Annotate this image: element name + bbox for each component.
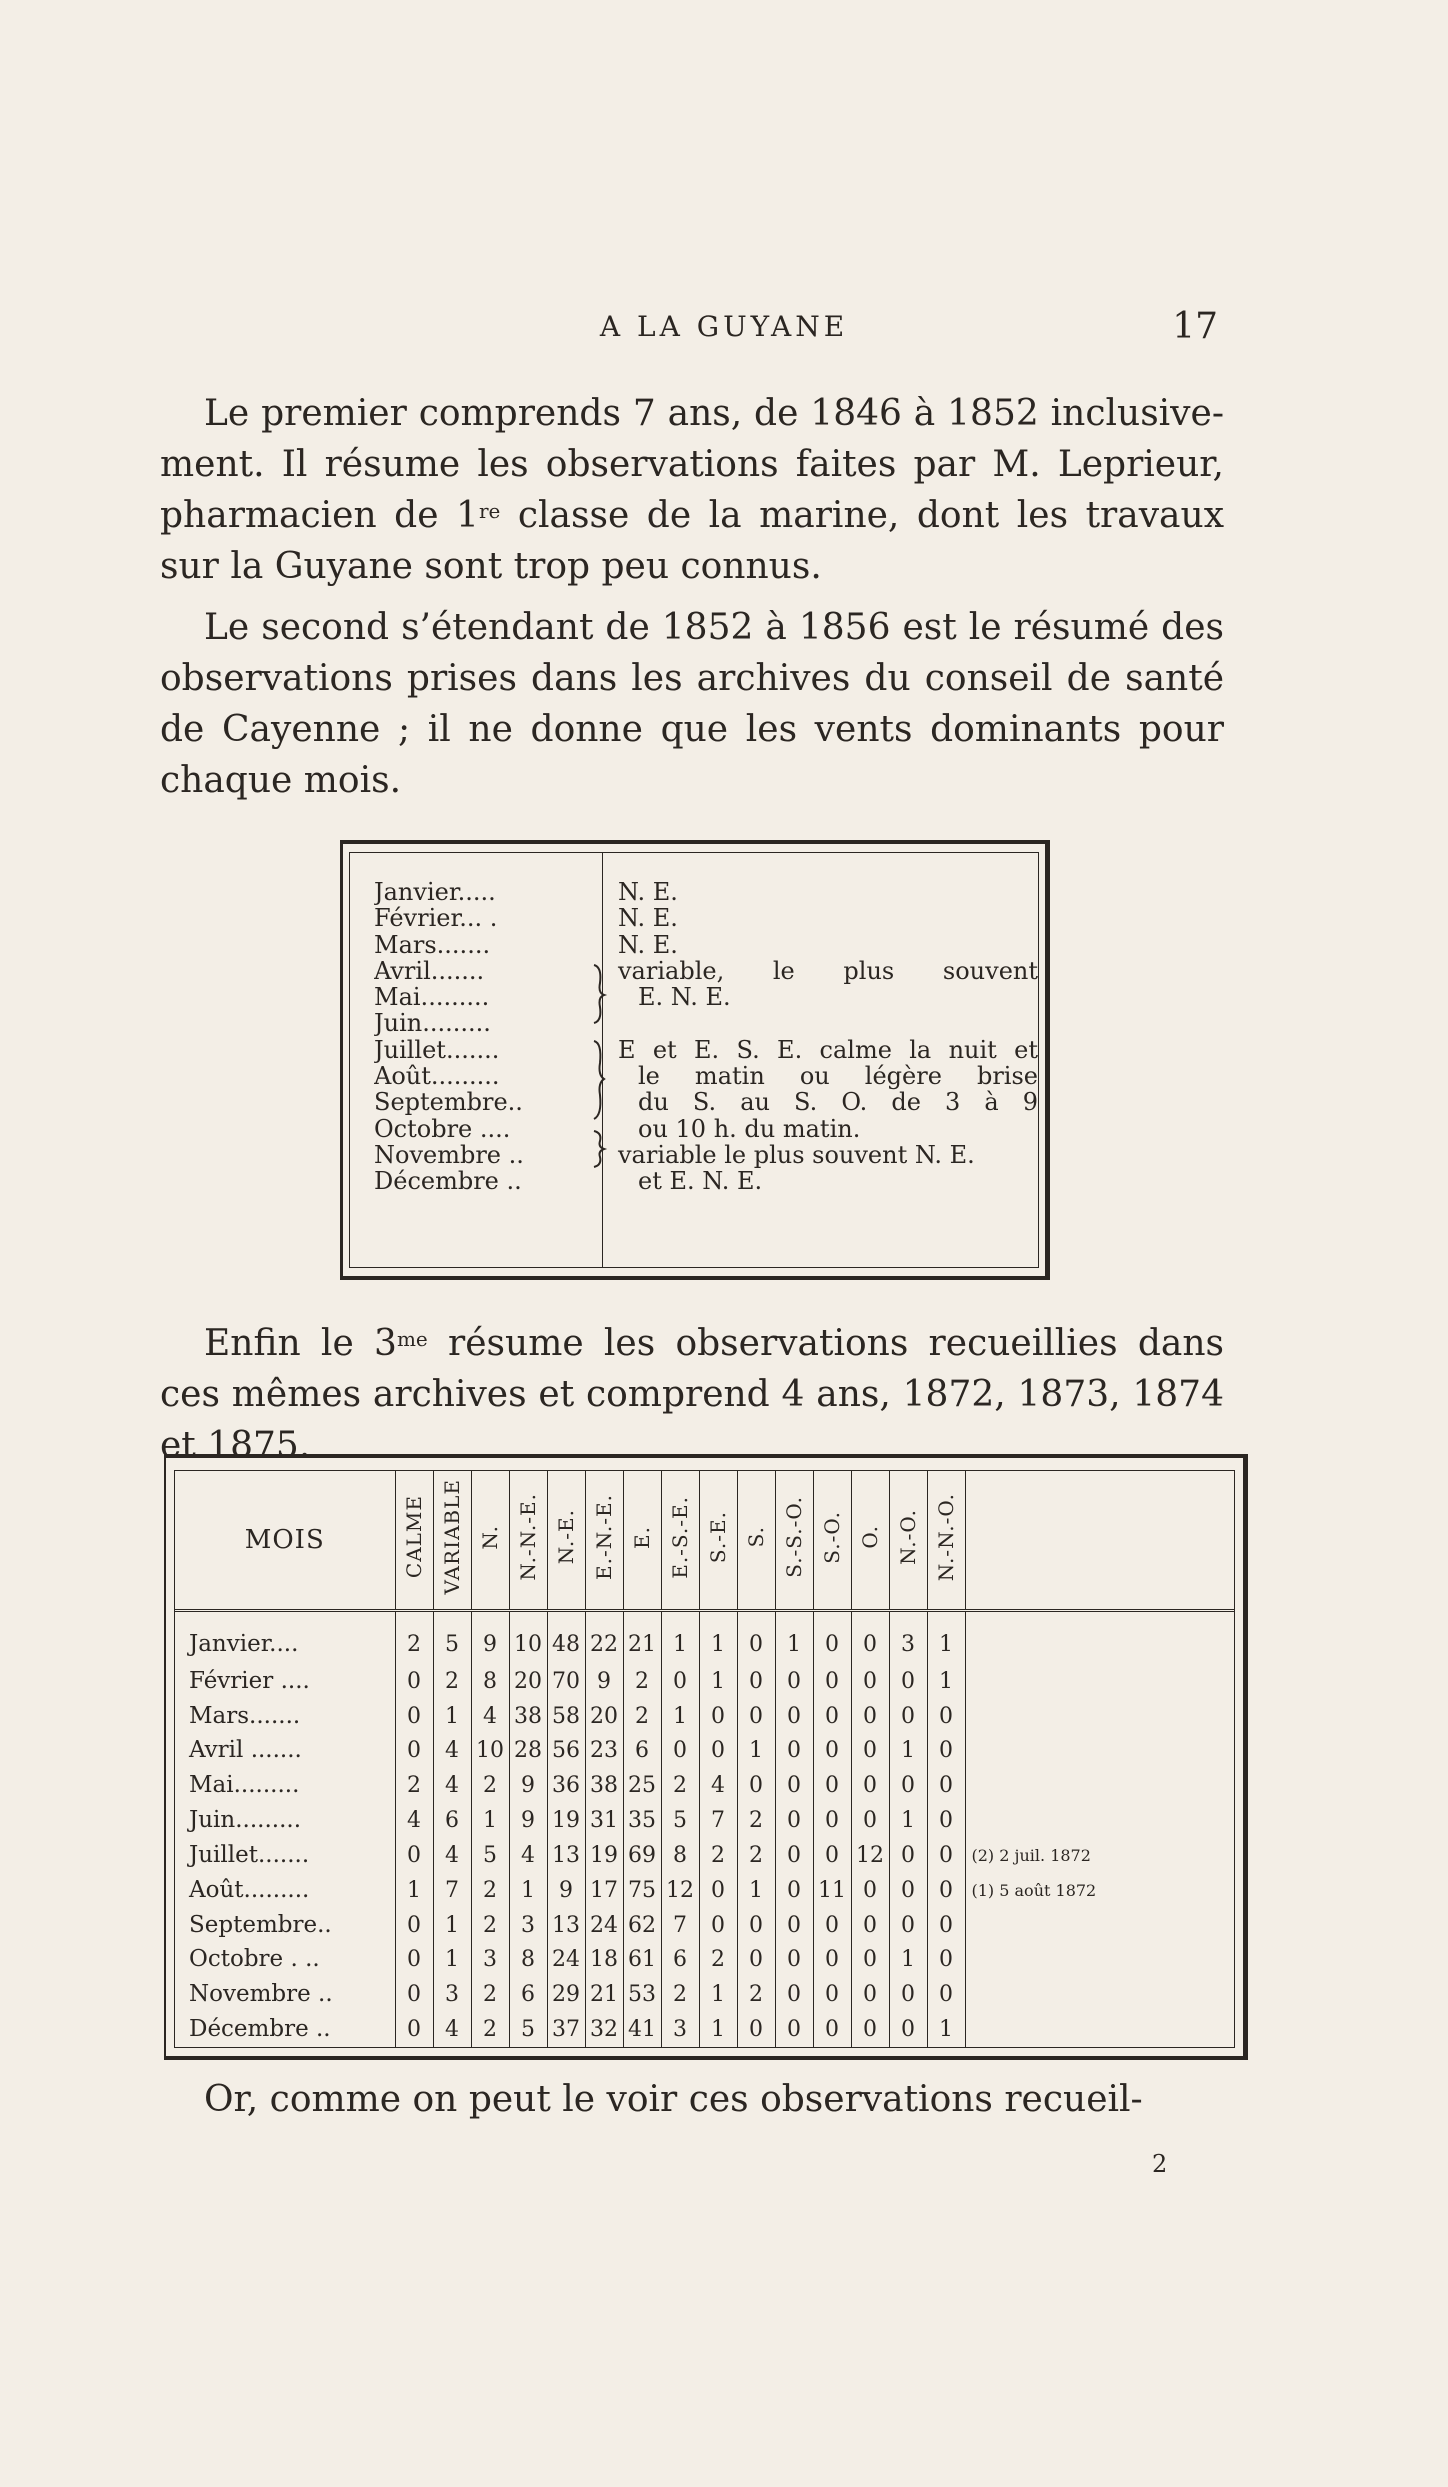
month-label: Avril....... (374, 957, 485, 985)
column-header-wind (851, 1471, 889, 1611)
paragraph-3 (160, 1318, 1224, 1471)
table-row (175, 1942, 1234, 1977)
table-cell: 29 (547, 1977, 585, 2012)
table-cell: 0 (851, 1611, 889, 1664)
table-cell: 70 (547, 1664, 585, 1699)
table-cell: 0 (395, 1908, 433, 1943)
table-cell: 9 (585, 1664, 623, 1699)
table-cell: 0 (851, 1803, 889, 1838)
column-header-label: N. (478, 1524, 502, 1550)
table-cell: 32 (585, 2012, 623, 2047)
table-cell: 36 (547, 1768, 585, 1803)
table-row (175, 1664, 1234, 1699)
table-cell: 12 (661, 1873, 699, 1908)
column-header-label: N.-N.-O. (934, 1492, 958, 1582)
table-cell: 0 (737, 1664, 775, 1699)
month-label: Juin......... (374, 1010, 491, 1037)
table-cell: 0 (851, 1734, 889, 1769)
table-cell: 1 (927, 1664, 965, 1699)
table-cell: 2 (661, 1977, 699, 2012)
row-note (965, 1942, 1234, 1977)
table-cell: 5 (661, 1803, 699, 1838)
row-note (965, 1734, 1234, 1769)
table-cell: 0 (775, 1734, 813, 1769)
table-cell: 0 (813, 1803, 851, 1838)
table-cell: 2 (433, 1664, 471, 1699)
column-header-wind (737, 1471, 775, 1611)
month-label: Février... . (374, 905, 498, 932)
signature-number: 2 (1152, 2150, 1168, 2178)
table-cell: 0 (737, 1768, 775, 1803)
table-row (175, 1838, 1234, 1873)
table-row (175, 1803, 1234, 1838)
paragraph-4 (160, 2074, 1224, 2125)
table-row (175, 2012, 1234, 2047)
table-cell: 1 (737, 1734, 775, 1769)
row-note (965, 1611, 1234, 1664)
column-header-label: VARIABLE (440, 1479, 464, 1595)
table-cell: 0 (699, 1873, 737, 1908)
wind-nov-dec-1: variable le plus souvent N. E. (618, 1140, 975, 1169)
table-cell: 0 (395, 1664, 433, 1699)
month-label: Novembre .. (374, 1141, 524, 1169)
wind-january: N. E. (618, 878, 678, 906)
table-cell: 5 (509, 2012, 547, 2047)
table-cell: 8 (509, 1942, 547, 1977)
table-cell: 1 (775, 1611, 813, 1664)
row-note (965, 1664, 1234, 1699)
table-cell: 0 (927, 1873, 965, 1908)
month-label: Janvier..... (374, 879, 496, 906)
row-note (965, 1908, 1234, 1943)
table-cell: 3 (889, 1611, 927, 1664)
table-cell: 0 (851, 1977, 889, 2012)
table-cell: 1 (699, 1611, 737, 1664)
column-header-label: E.-S.-E. (668, 1495, 692, 1579)
table-cell: 0 (851, 2012, 889, 2047)
table-cell: 0 (927, 1977, 965, 2012)
month-label: Mars....... (374, 931, 491, 958)
table-cell: 0 (851, 1768, 889, 1803)
table-cell: 0 (775, 1908, 813, 1943)
table-cell: 0 (851, 1942, 889, 1977)
row-note (965, 2012, 1234, 2047)
winds-table-frame (349, 852, 1039, 1268)
table-cell: 21 (623, 1611, 661, 1664)
table-cell: 4 (433, 1838, 471, 1873)
table-cell: 0 (775, 1664, 813, 1699)
table-cell: 0 (699, 1908, 737, 1943)
row-note (965, 1803, 1234, 1838)
table-cell: 56 (547, 1734, 585, 1769)
table-cell: 2 (623, 1699, 661, 1734)
paragraph-3-superscript: me (396, 1327, 428, 1351)
table-cell: 0 (813, 1611, 851, 1664)
table-cell: 1 (509, 1873, 547, 1908)
table-cell: 22 (585, 1611, 623, 1664)
table-cell: 0 (813, 1942, 851, 1977)
column-header-wind (471, 1471, 509, 1611)
table-cell: 4 (471, 1699, 509, 1734)
table-cell: 0 (889, 1768, 927, 1803)
row-note (965, 1699, 1234, 1734)
table-cell: 2 (471, 2012, 509, 2047)
table-cell: 0 (395, 1734, 433, 1769)
table-cell: 0 (889, 1699, 927, 1734)
column-header-wind (547, 1471, 585, 1611)
obs-table-body (175, 1611, 1234, 2048)
row-month: Mars....... (189, 1702, 301, 1729)
table-cell: 0 (395, 1942, 433, 1977)
table-cell: 0 (661, 1734, 699, 1769)
table-cell: 12 (851, 1838, 889, 1873)
table-cell: 0 (889, 1664, 927, 1699)
table-cell: 2 (471, 1768, 509, 1803)
row-month: Mai......... (189, 1772, 300, 1799)
table-cell: 0 (889, 1908, 927, 1943)
month-label: Septembre.. (374, 1089, 523, 1116)
table-row (175, 1908, 1234, 1943)
paragraph-1-text-b: classe de la marine, dont les travaux sur la Guyane sont trop peu connus. (160, 495, 1225, 587)
table-cell: 0 (775, 1803, 813, 1838)
table-cell: 0 (699, 1734, 737, 1769)
table-cell: 1 (433, 1942, 471, 1977)
column-header-label: E. (630, 1525, 654, 1549)
table-cell: 5 (433, 1611, 471, 1664)
table-cell: 20 (509, 1664, 547, 1699)
table-cell: 1 (395, 1873, 433, 1908)
column-header-label: N.-N.-E. (516, 1493, 540, 1581)
table-cell: 2 (661, 1768, 699, 1803)
table-cell: 1 (661, 1699, 699, 1734)
obs-table-frame (174, 1470, 1235, 2048)
table-cell: 1 (433, 1699, 471, 1734)
table-cell: 0 (927, 1699, 965, 1734)
table-cell: 10 (471, 1734, 509, 1769)
month-label: Décembre .. (374, 1168, 522, 1195)
table-cell: 19 (547, 1803, 585, 1838)
wind-july-oct-3: du S. au S. O. de 3 à 9 (638, 1088, 1038, 1117)
column-header-wind (395, 1471, 433, 1611)
table-cell: 13 (547, 1838, 585, 1873)
table-cell: 62 (623, 1908, 661, 1943)
table-cell: 0 (813, 1664, 851, 1699)
table-cell: 3 (471, 1942, 509, 1977)
column-header-wind (813, 1471, 851, 1611)
table-cell: 0 (813, 1977, 851, 2012)
table-cell: 0 (775, 1873, 813, 1908)
table-cell: 9 (509, 1803, 547, 1838)
table-cell: 0 (927, 1908, 965, 1943)
table-cell: 6 (661, 1942, 699, 1977)
table-row (175, 1699, 1234, 1734)
wind-march: N. E. (618, 930, 678, 959)
table-cell: 7 (699, 1803, 737, 1838)
table-row (175, 1873, 1234, 1908)
table-cell: 1 (927, 2012, 965, 2047)
month-label: Août......... (374, 1063, 500, 1090)
table-cell: 2 (395, 1768, 433, 1803)
table-row (175, 1611, 1234, 1664)
row-note (965, 1977, 1234, 2012)
row-note: (2) 2 juil. 1872 (965, 1838, 1234, 1873)
table-cell: 0 (889, 1873, 927, 1908)
column-header-label: S.-S.-O. (782, 1496, 806, 1578)
table-cell: 4 (433, 2012, 471, 2047)
table-cell: 1 (433, 1908, 471, 1943)
table-cell: 2 (471, 1977, 509, 2012)
table-cell: 2 (623, 1664, 661, 1699)
page-number: 17 (1172, 306, 1218, 347)
column-header-label: CALME (402, 1495, 426, 1579)
table-cell: 0 (927, 1734, 965, 1769)
table-row (175, 1734, 1234, 1769)
table-cell: 1 (699, 2012, 737, 2047)
table-cell: 10 (509, 1611, 547, 1664)
table-cell: 20 (585, 1699, 623, 1734)
wind-july-oct-4: ou 10 h. du matin. (638, 1114, 861, 1143)
table-cell: 2 (699, 1942, 737, 1977)
table-cell: 7 (661, 1908, 699, 1943)
table-cell: 0 (737, 2012, 775, 2047)
table-cell: 4 (433, 1734, 471, 1769)
wind-july-oct-2: le matin ou légère brise (638, 1062, 1038, 1091)
table-cell: 23 (585, 1734, 623, 1769)
row-month: Octobre . .. (189, 1946, 320, 1973)
obs-header-row (175, 1471, 1234, 1611)
winds-table-months (374, 879, 599, 1195)
table-cell: 0 (775, 1838, 813, 1873)
column-header-wind (585, 1471, 623, 1611)
column-header-label: S.-E. (706, 1510, 730, 1564)
table-cell: 53 (623, 1977, 661, 2012)
table-cell: 11 (813, 1873, 851, 1908)
table-cell: 24 (547, 1942, 585, 1977)
table-cell: 0 (927, 1768, 965, 1803)
table-cell: 1 (699, 1664, 737, 1699)
wind-observations-table (164, 1454, 1248, 2060)
running-title: A LA GUYANE (599, 310, 849, 343)
table-cell: 0 (813, 1768, 851, 1803)
paragraph-2 (160, 602, 1224, 806)
month-label: Mai......... (374, 984, 490, 1011)
table-cell: 1 (889, 1942, 927, 1977)
row-month: Novembre .. (189, 1981, 333, 2008)
table-cell: 75 (623, 1873, 661, 1908)
table-cell: 3 (433, 1977, 471, 2012)
column-header-month: MOIS (175, 1471, 395, 1611)
column-header-wind (509, 1471, 547, 1611)
column-header-wind (661, 1471, 699, 1611)
winds-table-values (618, 879, 1038, 1195)
table-cell: 0 (889, 1838, 927, 1873)
table-cell: 0 (737, 1942, 775, 1977)
table-cell: 21 (585, 1977, 623, 2012)
table-cell: 17 (585, 1873, 623, 1908)
column-header-wind (623, 1471, 661, 1611)
table-cell: 2 (471, 1908, 509, 1943)
table-cell: 9 (509, 1768, 547, 1803)
table-row (175, 1768, 1234, 1803)
table-cell: 2 (737, 1803, 775, 1838)
table-cell: 9 (547, 1873, 585, 1908)
table-cell: 3 (661, 2012, 699, 2047)
table-cell: 2 (471, 1873, 509, 1908)
column-header-label: E.-N.-E. (592, 1493, 616, 1580)
table-cell: 4 (395, 1803, 433, 1838)
month-label: Octobre .... (374, 1115, 511, 1142)
table-cell: 0 (813, 1908, 851, 1943)
table-cell: 4 (433, 1768, 471, 1803)
wind-april-june-1: variable, le plus souvent (618, 956, 1038, 985)
table-cell: 0 (851, 1699, 889, 1734)
table-row (175, 1977, 1234, 2012)
table-cell: 48 (547, 1611, 585, 1664)
table-cell: 18 (585, 1942, 623, 1977)
table-cell: 0 (699, 1699, 737, 1734)
table-cell: 6 (623, 1734, 661, 1769)
table-cell: 2 (395, 1611, 433, 1664)
table-cell: 19 (585, 1838, 623, 1873)
row-note (965, 1768, 1234, 1803)
column-header-label: S.-O. (820, 1510, 844, 1564)
row-month: Août......... (189, 1876, 310, 1903)
column-header-wind (775, 1471, 813, 1611)
table-cell: 69 (623, 1838, 661, 1873)
obs-table-grid (175, 1471, 1234, 2047)
table-cell: 1 (889, 1803, 927, 1838)
paragraph-1-superscript: re (478, 499, 501, 523)
table-cell: 0 (889, 2012, 927, 2047)
column-header-wind (433, 1471, 471, 1611)
wind-february: N. E. (618, 904, 678, 933)
table-cell: 2 (737, 1977, 775, 2012)
dominant-winds-table (340, 840, 1050, 1280)
paragraph-1-text-a: Le premier comprends 7 ans, de 1846 à 1852 inclusive- ment. Il résume les observations faites par M. Leprieur, pharmacien de 1 (160, 393, 1224, 536)
paragraph-3-text-a: Enfin le 3 (204, 1323, 397, 1364)
table-cell: 0 (813, 1734, 851, 1769)
table-cell: 0 (851, 1873, 889, 1908)
wind-july-oct-1: E et E. S. E. calme la nuit et (618, 1035, 1038, 1064)
table-cell: 0 (889, 1977, 927, 2012)
table-cell: 0 (737, 1611, 775, 1664)
table-cell: 3 (509, 1908, 547, 1943)
table-cell: 1 (737, 1873, 775, 1908)
table-cell: 58 (547, 1699, 585, 1734)
table-cell: 0 (851, 1664, 889, 1699)
table-cell: 31 (585, 1803, 623, 1838)
table-cell: 37 (547, 2012, 585, 2047)
table-cell: 1 (699, 1977, 737, 2012)
table-cell: 0 (775, 2012, 813, 2047)
table-cell: 0 (737, 1699, 775, 1734)
table-cell: 4 (509, 1838, 547, 1873)
table-cell: 1 (889, 1734, 927, 1769)
column-header-wind (699, 1471, 737, 1611)
table-cell: 38 (585, 1768, 623, 1803)
grouping-braces (588, 883, 610, 1203)
row-month: Janvier.... (189, 1631, 299, 1658)
table-cell: 35 (623, 1803, 661, 1838)
table-cell: 41 (623, 2012, 661, 2047)
month-label: Juillet....... (374, 1036, 500, 1064)
table-cell: 0 (851, 1908, 889, 1943)
paragraph-1 (160, 388, 1224, 592)
column-header-label: O. (858, 1525, 882, 1549)
row-month: Juillet....... (189, 1841, 310, 1868)
row-month: Avril ....... (189, 1737, 302, 1764)
paragraph-4-text: Or, comme on peut le voir ces observations recueil- (204, 2079, 1143, 2120)
column-header-label: S. (744, 1526, 768, 1548)
table-cell: 0 (661, 1664, 699, 1699)
column-header-label: N.-E. (554, 1509, 578, 1565)
table-cell: 28 (509, 1734, 547, 1769)
column-header-label: N.-O. (896, 1509, 920, 1565)
table-cell: 0 (927, 1838, 965, 1873)
table-cell: 0 (775, 1699, 813, 1734)
table-cell: 0 (395, 1977, 433, 2012)
table-cell: 1 (927, 1611, 965, 1664)
table-cell: 13 (547, 1908, 585, 1943)
paragraph-3-text-b: résume les observations recueillies dans ces mêmes archives et comprend 4 ans, 1872, 1873, 1874 et 1875. (160, 1323, 1224, 1466)
row-month: Septembre.. (189, 1911, 332, 1938)
wind-nov-dec-2: et E. N. E. (638, 1167, 763, 1196)
table-cell: 0 (813, 1838, 851, 1873)
table-cell: 0 (395, 1699, 433, 1734)
table-cell: 5 (471, 1838, 509, 1873)
table-cell: 1 (471, 1803, 509, 1838)
table-cell: 6 (433, 1803, 471, 1838)
table-cell: 0 (927, 1803, 965, 1838)
table-cell: 38 (509, 1699, 547, 1734)
table-cell: 25 (623, 1768, 661, 1803)
table-cell: 6 (509, 1977, 547, 2012)
table-cell: 0 (775, 1942, 813, 1977)
table-cell: 2 (737, 1838, 775, 1873)
table-cell: 0 (775, 1977, 813, 2012)
wind-april-june-2: E. N. E. (638, 983, 731, 1012)
table-cell: 61 (623, 1942, 661, 1977)
table-cell: 0 (927, 1942, 965, 1977)
table-cell: 0 (775, 1768, 813, 1803)
table-cell: 2 (699, 1838, 737, 1873)
table-cell: 8 (471, 1664, 509, 1699)
column-header-wind (927, 1471, 965, 1611)
running-header (0, 306, 1448, 346)
table-cell: 0 (813, 1699, 851, 1734)
row-month: Décembre .. (189, 2016, 331, 2043)
row-month: Juin......... (189, 1807, 302, 1834)
row-note: (1) 5 août 1872 (965, 1873, 1234, 1908)
table-cell: 7 (433, 1873, 471, 1908)
table-cell: 9 (471, 1611, 509, 1664)
table-cell: 4 (699, 1768, 737, 1803)
table-cell: 0 (395, 1838, 433, 1873)
column-header-wind (889, 1471, 927, 1611)
table-cell: 1 (661, 1611, 699, 1664)
table-cell: 8 (661, 1838, 699, 1873)
row-month: Février .... (189, 1667, 310, 1694)
paragraph-2-text: Le second s’étendant de 1852 à 1856 est le résumé des observations prises dans les archives du conseil de santé de Cayenne ; il ne donne que les vents dominants pour chaque mois. (160, 607, 1224, 801)
column-header-notes (965, 1471, 1234, 1611)
table-cell: 0 (813, 2012, 851, 2047)
table-cell: 24 (585, 1908, 623, 1943)
table-cell: 0 (395, 2012, 433, 2047)
table-cell: 0 (737, 1908, 775, 1943)
